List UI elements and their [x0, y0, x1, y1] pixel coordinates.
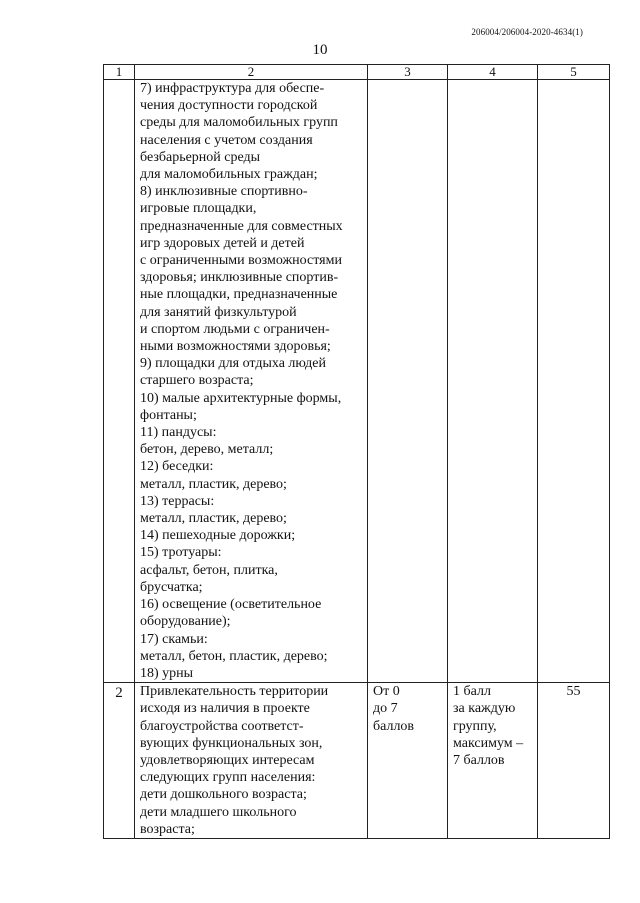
text-line: 1 балл	[453, 684, 491, 700]
text-line: 12) беседки:	[140, 459, 214, 475]
text-line: баллов	[373, 718, 415, 734]
text-line: для маломобильных граждан;	[140, 167, 318, 183]
text-line: с ограниченными возможностями	[140, 253, 342, 269]
page-number: 10	[312, 42, 328, 58]
text-line: предназначенные для совместных	[140, 218, 343, 234]
text-line: дети дошкольного возраста;	[140, 787, 307, 803]
text-line: 13) террасы:	[140, 493, 215, 509]
text-line: 17) скамьи:	[140, 631, 208, 647]
text-line: 7 баллов	[453, 752, 505, 768]
text-line: старшего возраста;	[140, 373, 254, 389]
text-line: исходя из наличия в проекте	[140, 701, 310, 717]
text-line: ные площадки, предназначенные	[140, 287, 338, 303]
text-line: асфальт, бетон, плитка,	[140, 562, 278, 578]
text-line: среды для маломобильных групп	[140, 115, 338, 131]
text-line: и спортом людьми с ограничен-	[140, 321, 330, 337]
text-line: 11) пандусы:	[140, 425, 217, 441]
row-number: 2	[104, 683, 135, 839]
text-line: металл, бетон, пластик, дерево;	[140, 648, 328, 664]
text-line: 9) площадки для отдыха людей	[140, 356, 326, 372]
text-line: 18) урны	[140, 665, 194, 681]
text-line: Привлекательность территории	[140, 684, 329, 700]
text-line: населения с учетом создания	[140, 132, 313, 148]
criteria-table	[103, 64, 610, 839]
text-line: 15) тротуары:	[140, 545, 222, 561]
text-line: 8) инклюзивные спортивно-	[140, 184, 308, 200]
table-row	[104, 683, 610, 839]
document-id: 206004/206004-2020-4634(1)	[471, 27, 583, 37]
text-line: благоустройства соответст-	[140, 718, 304, 734]
scoring-method	[448, 683, 538, 839]
text-line: бетон, дерево, металл;	[140, 442, 274, 458]
text-line: здоровья; инклюзивные спортив-	[140, 270, 339, 286]
criterion-weight: 55	[538, 683, 610, 839]
text-line: металл, пластик, дерево;	[140, 511, 287, 527]
header-cell-2: 2	[135, 65, 368, 80]
text-line: оборудование);	[140, 614, 231, 630]
text-line: игр здоровых детей и детей	[140, 235, 305, 251]
text-line: за каждую	[453, 701, 516, 717]
header-cell-5: 5	[538, 65, 610, 80]
header-cell-3: 3	[368, 65, 448, 80]
text-line: для занятий физкультурой	[140, 304, 297, 320]
header-cell-1: 1	[104, 65, 135, 80]
text-line: чения доступности городской	[140, 98, 318, 114]
text-line: фонтаны;	[140, 407, 197, 423]
criterion-description	[135, 80, 368, 683]
table-row	[104, 80, 610, 683]
text-line: металл, пластик, дерево;	[140, 476, 287, 492]
criterion-weight	[538, 80, 610, 683]
text-line: игровые площадки,	[140, 201, 257, 217]
score-range	[368, 80, 448, 683]
header-cell-4: 4	[448, 65, 538, 80]
text-line: следующих групп населения:	[140, 770, 316, 786]
scoring-method	[448, 80, 538, 683]
text-line: вующих функциональных зон,	[140, 735, 323, 751]
text-line: удовлетворяющих интересам	[140, 752, 315, 768]
row-number	[104, 80, 135, 683]
text-line: возраста;	[140, 821, 195, 837]
text-line: до 7	[373, 701, 398, 717]
text-line: ными возможностями здоровья;	[140, 339, 331, 355]
text-line: 7) инфраструктура для обеспе-	[140, 81, 325, 96]
score-range	[368, 683, 448, 839]
text-line: безбарьерной среды	[140, 149, 261, 165]
text-line: От 0	[373, 684, 400, 700]
text-line: 16) освещение (осветительное	[140, 597, 322, 613]
text-line: группу,	[453, 718, 497, 734]
header-row	[104, 65, 610, 80]
text-line: 14) пешеходные дорожки;	[140, 528, 296, 544]
text-line: максимум –	[453, 735, 524, 751]
text-line: 10) малые архитектурные формы,	[140, 390, 342, 406]
text-line: дети младшего школьного	[140, 804, 297, 820]
criterion-description	[135, 683, 368, 839]
text-line: брусчатка;	[140, 579, 203, 595]
